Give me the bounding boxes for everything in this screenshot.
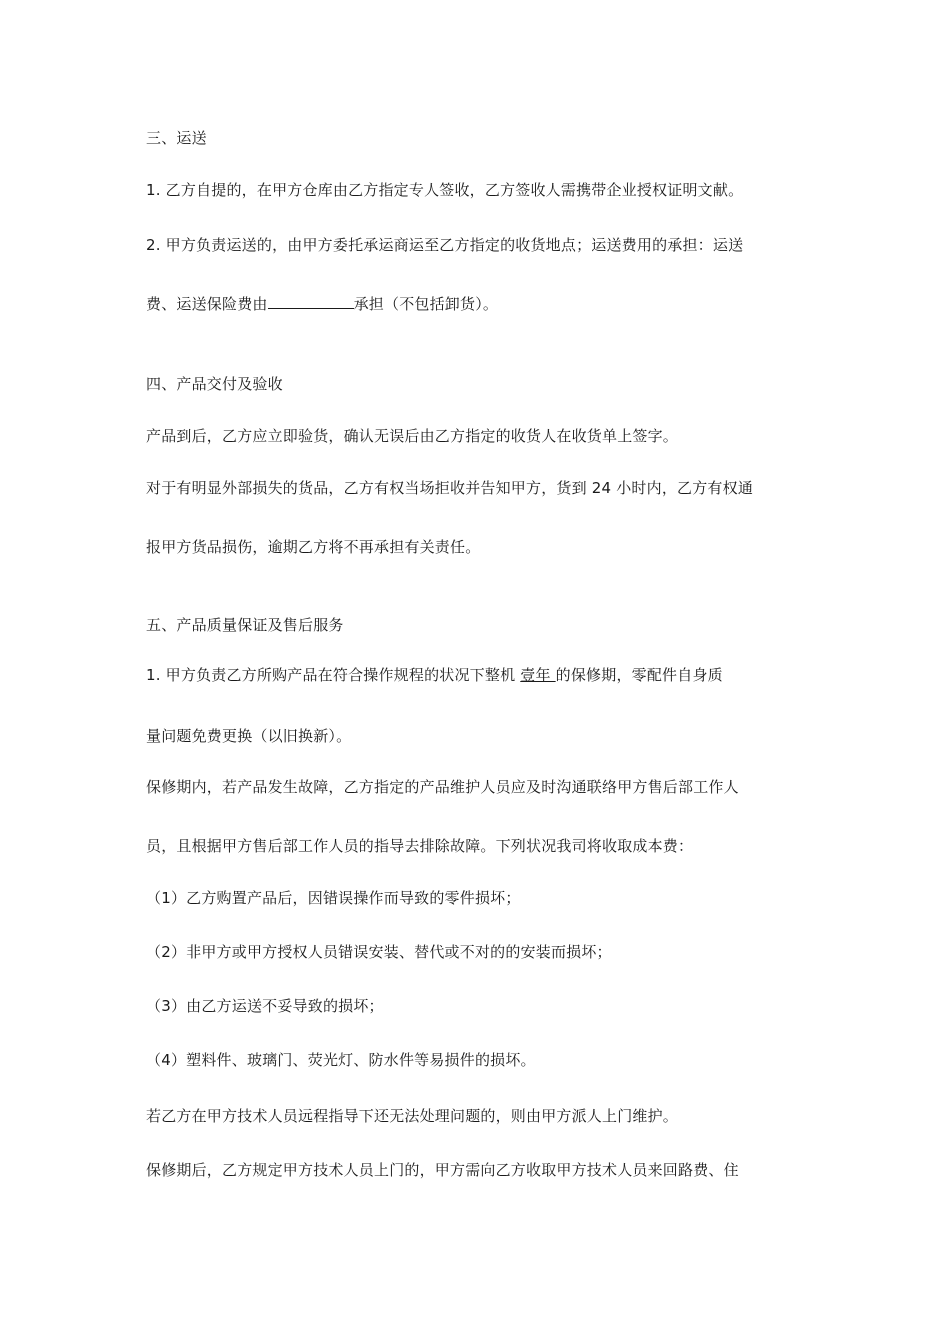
section-5-list-item-2: （2）非甲方或甲方授权人员错误安装、替代或不对的的安装而损坏； xyxy=(146,943,612,961)
section-5-list-item-3: （3）由乙方运送不妥导致的损坏； xyxy=(146,997,384,1015)
section-4-paragraph-1: 产品到后，乙方应立即验货，确认无误后由乙方指定的收货人在收货单上签字。 xyxy=(146,427,679,445)
section-5-title: 五、产品质量保证及售后服务 xyxy=(146,616,344,634)
section-3-item-2-text-a: 费、运送保险费由 xyxy=(146,295,268,313)
section-4-title: 四、产品交付及验收 xyxy=(146,375,283,393)
section-4-paragraph-2: 对于有明显外部损失的货品，乙方有权当场拒收并告知甲方，货到 24 小时内，乙方有权通 xyxy=(146,479,754,497)
section-5-paragraph-2-continued: 员，且根据甲方售后部工作人员的指导去排除故障。下列状况我司将收取成本费： xyxy=(146,837,694,855)
section-5-list-item-4: （4）塑料件、玻璃门、荧光灯、防水件等易损件的损坏。 xyxy=(146,1051,536,1069)
section-4-paragraph-2-continued: 报甲方货品损伤，逾期乙方将不再承担有关责任。 xyxy=(146,538,481,556)
section-5-list-item-1: （1）乙方购置产品后，因错误操作而导致的零件损坏； xyxy=(146,889,521,907)
section-5-item-1 xyxy=(146,665,723,685)
fill-in-blank xyxy=(268,294,354,309)
section-3-title: 三、运送 xyxy=(146,129,207,147)
section-5-item-1-text-a: 1. 甲方负责乙方所购产品在符合操作规程的状况下整机 xyxy=(146,666,521,684)
warranty-period-value: 壹年 xyxy=(520,666,556,684)
section-3-item-2: 2. 甲方负责运送的，由甲方委托承运商运至乙方指定的收货地点；运送费用的承担：运送 xyxy=(146,236,744,254)
section-5-paragraph-4: 保修期后，乙方规定甲方技术人员上门的，甲方需向乙方收取甲方技术人员来回路费、住 xyxy=(146,1161,739,1179)
section-3-item-1: 1. 乙方自提的，在甲方仓库由乙方指定专人签收，乙方签收人需携带企业授权证明文献。 xyxy=(146,181,744,199)
section-5-paragraph-3: 若乙方在甲方技术人员远程指导下还无法处理问题的，则由甲方派人上门维护。 xyxy=(146,1107,679,1125)
section-3-item-2-text-b: 承担（不包括卸货）。 xyxy=(353,295,499,313)
section-5-item-1-continued: 量问题免费更换（以旧换新）。 xyxy=(146,727,352,745)
section-3-item-2-continued xyxy=(146,294,498,314)
section-5-paragraph-2: 保修期内，若产品发生故障，乙方指定的产品维护人员应及时沟通联络甲方售后部工作人 xyxy=(146,778,739,796)
section-5-item-1-text-b: 的保修期，零配件自身质 xyxy=(555,666,723,684)
